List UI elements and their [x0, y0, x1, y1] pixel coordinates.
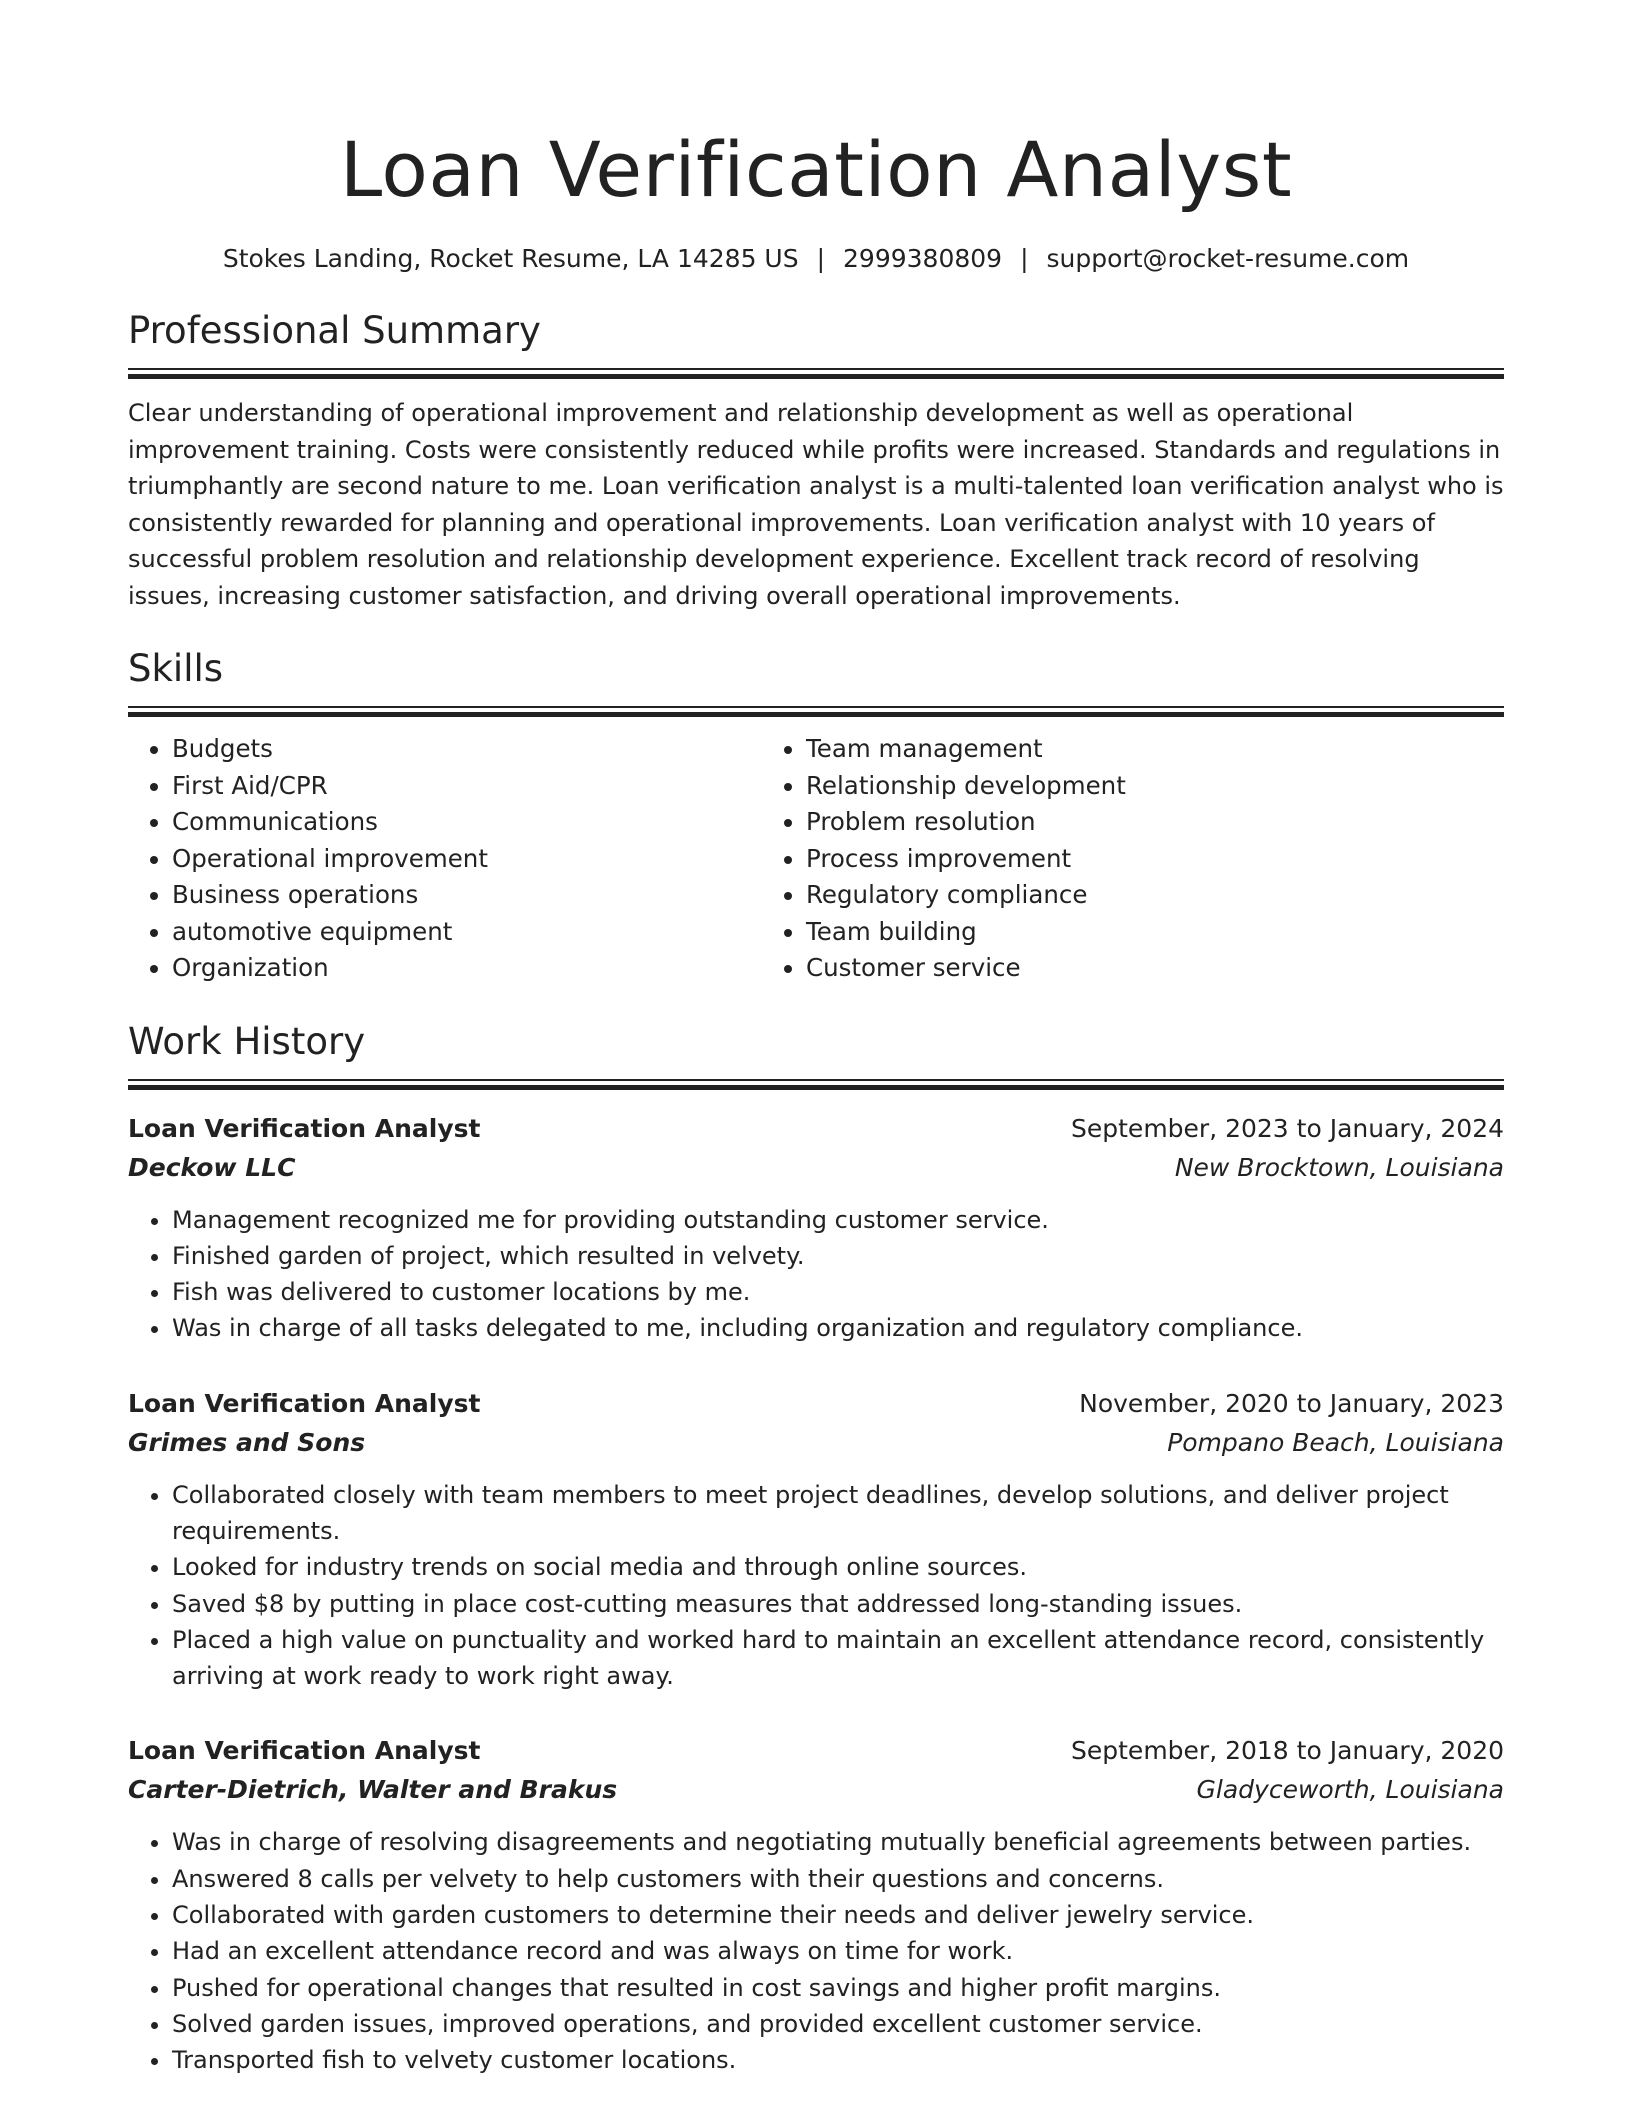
- job-bullet: • Answered 8 calls per velvety to help customers with their questions and concerns.: [172, 1861, 1504, 1897]
- section-divider-thick: [128, 374, 1504, 379]
- job-bullet: • Collaborated closely with team members to meet project deadlines, develop solutions, and deliver project requirements.: [172, 1477, 1504, 1550]
- contact-line: [128, 242, 1504, 276]
- summary-section: [128, 308, 1504, 614]
- job-bullet: • Looked for industry trends on social media and through online sources.: [172, 1549, 1504, 1585]
- skill-item: • Team building: [806, 914, 1442, 951]
- skill-item: • Team management: [806, 731, 1442, 768]
- job-bullet: • Transported fish to velvety customer locations.: [172, 2042, 1504, 2078]
- contact-address: Stokes Landing, Rocket Resume, LA 14285 US: [222, 244, 799, 273]
- job-location: Pompano Beach, Louisiana: [1167, 1427, 1504, 1457]
- skill-item: • Business operations: [172, 877, 762, 914]
- skill-item: • First Aid/CPR: [172, 768, 762, 805]
- job-bullet: • Was in charge of resolving disagreements and negotiating mutually beneficial agreements between parties.: [172, 1824, 1504, 1860]
- skill-item: • Budgets: [172, 731, 762, 768]
- job-title: Loan Verification Analyst: [128, 1736, 481, 1766]
- job-title: Loan Verification Analyst: [128, 1113, 481, 1143]
- job-bullet: • Collaborated with garden customers to determine their needs and deliver jewelry service.: [172, 1897, 1504, 1933]
- job-bullet: • Saved $8 by putting in place cost-cutting measures that addressed long-standing issues.: [172, 1586, 1504, 1622]
- job-bullet: • Finished garden of project, which resulted in velvety.: [172, 1238, 1504, 1274]
- job-dates: September, 2018 to January, 2020: [1071, 1736, 1504, 1766]
- job-bullet: • Management recognized me for providing outstanding customer service.: [172, 1202, 1504, 1238]
- section-divider-thick: [128, 1085, 1504, 1090]
- job-company: Carter-Dietrich, Walter and Brakus: [128, 1775, 618, 1805]
- job-bullets: [128, 1202, 1504, 1347]
- skill-item: • Relationship development: [806, 768, 1442, 805]
- job-location: New Brocktown, Louisiana: [1174, 1152, 1504, 1182]
- job-bullet: • Pushed for operational changes that resulted in cost savings and higher profit margins.: [172, 1970, 1504, 2006]
- skill-item: • Operational improvement: [172, 841, 762, 878]
- work-history-section: [128, 1019, 1504, 2079]
- skill-item: • Problem resolution: [806, 804, 1442, 841]
- job-entry: [128, 1110, 1504, 1347]
- job-bullet: • Placed a high value on punctuality and worked hard to maintain an excellent attendance record, consistently arriving at work ready to work right away.: [172, 1622, 1504, 1695]
- job-company: Grimes and Sons: [128, 1427, 366, 1457]
- skill-item: • Organization: [172, 950, 762, 987]
- job-bullet: • Was in charge of all tasks delegated to me, including organization and regulatory compliance.: [172, 1310, 1504, 1346]
- job-location: Gladyceworth, Louisiana: [1196, 1775, 1504, 1805]
- summary-text: Clear understanding of operational improvement and relationship development as well as operational improvement training. Costs were consistently reduced while profits were increased. Standards and regulations in triumphantly are second nature to me. Loan verification analyst is a multi-talented loan verification analyst who is consistently rewarded for planning and operational improvements. Loan verification analyst with 10 years of successful problem resolution and relationship development experience. Excellent track record of resolving issues, increasing customer satisfaction, and driving overall operational improvements.: [128, 399, 1504, 610]
- resume-name: Loan Verification Analyst: [339, 125, 1293, 214]
- skills-columns: [128, 731, 1504, 987]
- job-entry: [128, 1732, 1504, 2078]
- section-title-skills: Skills: [128, 647, 224, 690]
- section-title-work-history: Work History: [128, 1019, 366, 1063]
- contact-phone: 2999380809: [843, 244, 1003, 273]
- skill-item: • Process improvement: [806, 841, 1442, 878]
- contact-separator: |: [1020, 244, 1029, 273]
- contact-email[interactable]: support@rocket-resume.com: [1046, 244, 1410, 273]
- job-title: Loan Verification Analyst: [128, 1388, 481, 1418]
- skills-list-left: [128, 731, 762, 987]
- job-bullets: [128, 1477, 1504, 1695]
- job-dates: September, 2023 to January, 2024: [1071, 1113, 1504, 1143]
- section-divider: [128, 1079, 1504, 1081]
- job-bullet: • Fish was delivered to customer locations by me.: [172, 1274, 1504, 1310]
- section-divider: [128, 706, 1504, 708]
- skill-item: • Communications: [172, 804, 762, 841]
- job-bullets: [128, 1824, 1504, 2078]
- skill-item: • Regulatory compliance: [806, 877, 1442, 914]
- section-divider: [128, 368, 1504, 370]
- section-divider-thick: [128, 712, 1504, 717]
- skill-item: • Customer service: [806, 950, 1442, 987]
- skills-list-right: [762, 731, 1442, 987]
- job-company: Deckow LLC: [128, 1152, 296, 1182]
- job-dates: November, 2020 to January, 2023: [1079, 1388, 1504, 1418]
- job-bullet: • Had an excellent attendance record and was always on time for work.: [172, 1933, 1504, 1969]
- skill-item: • automotive equipment: [172, 914, 762, 951]
- job-entry: [128, 1385, 1504, 1695]
- section-title-summary: Professional Summary: [128, 309, 541, 352]
- job-bullet: • Solved garden issues, improved operations, and provided excellent customer service.: [172, 2006, 1504, 2042]
- contact-separator: |: [816, 244, 826, 273]
- skills-section: [128, 646, 1504, 987]
